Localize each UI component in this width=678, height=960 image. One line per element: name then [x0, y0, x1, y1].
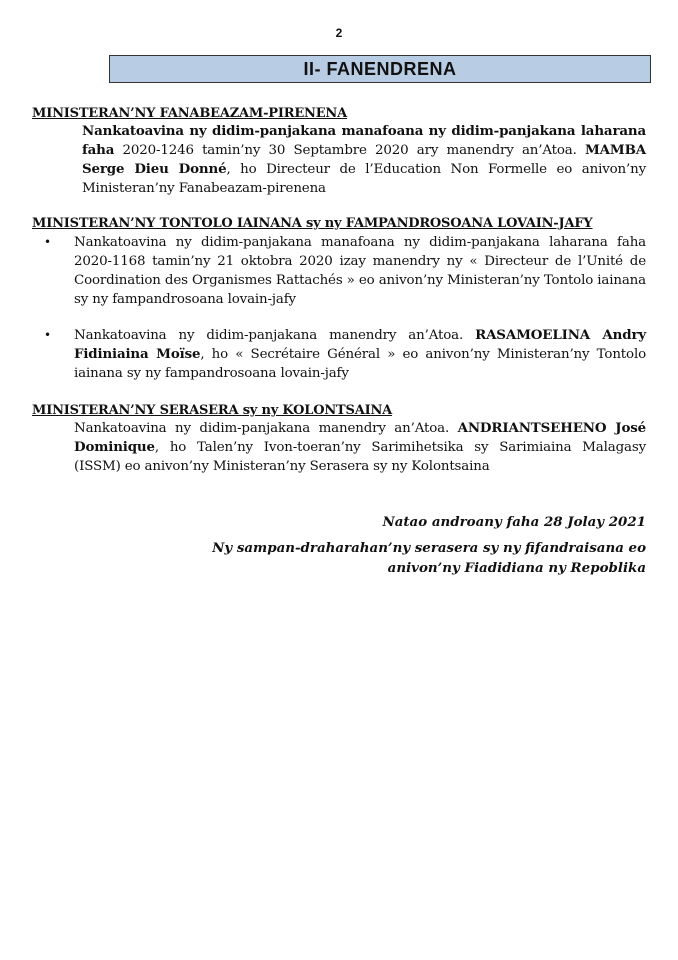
paragraph-text: 2020-1246 tamin’ny 30 Septambre 2020 ary manendry an’Atoa.: [114, 143, 585, 158]
paragraph-text: , ho Talen’ny Ivon-toeran’ny Sarimihetsika sy Sarimiaina Malagasy (ISSM) eo anivon’ny Ministeran’ny Serasera sy ny Kolontsaina: [74, 440, 646, 474]
section-title-banner: II- FANENDRENA: [109, 55, 651, 83]
closing-signature-line-1: Ny sampan-draharahan’ny serasera sy ny fifandraisana eo: [212, 540, 646, 556]
closing-signature-line-2: anivon’ny Fiadidiana ny Repoblika: [387, 560, 646, 576]
paragraph-text: Nankatoavina ny didim-panjakana manendry an’Atoa.: [74, 328, 476, 343]
paragraph-text: , ho « Secrétaire Général » eo anivon’ny Ministeran’ny Tontolo iainana sy ny fampandrosoana lovain-jafy: [74, 347, 646, 381]
paragraph-education: [82, 122, 646, 198]
bullet-item-2: [74, 326, 646, 383]
paragraph-text: , ho Directeur de l’Education Non Formelle eo anivon’ny Ministeran’ny Fanabeazam-pirenena: [82, 162, 646, 196]
page-number: 2: [335, 26, 343, 40]
appointee-name: RASAMOELINA Andry Fidiniaina Moïse: [74, 327, 647, 362]
paragraph-lead: Nankatoavina ny didim-panjakana manafoana ny didim-panjakana laharana faha: [82, 123, 646, 158]
section-heading-education: MINISTERAN’NY FANABEAZAM-PIRENENA: [32, 106, 347, 121]
paragraph-communication: [74, 419, 646, 476]
closing-date: Natao androany faha 28 Jolay 2021: [382, 514, 646, 530]
section-heading-environment: MINISTERAN’NY TONTOLO IAINANA sy ny FAMPANDROSOANA LOVAIN-JAFY: [32, 216, 593, 231]
bullet-item-1: Nankatoavina ny didim-panjakana manafoana ny didim-panjakana laharana faha 2020-1168 tamin’ny 21 oktobra 2020 izay manendry ny « Directeur de l’Unité de Coordination des Organismes Rattachés » eo anivon’ny Ministeran’ny Tontolo iainana sy ny fampandrosoana lovain-jafy: [74, 235, 646, 307]
appointee-name: MAMBA Serge Dieu Donné: [82, 142, 646, 177]
bullet-icon: •: [44, 328, 52, 342]
appointee-name: ANDRIANTSEHENO José Dominique: [74, 420, 646, 455]
bullet-icon: •: [44, 235, 52, 249]
section-heading-communication: MINISTERAN’NY SERASERA sy ny KOLONTSAINA: [32, 403, 393, 418]
paragraph-text: Nankatoavina ny didim-panjakana manendry an’Atoa.: [74, 421, 458, 436]
